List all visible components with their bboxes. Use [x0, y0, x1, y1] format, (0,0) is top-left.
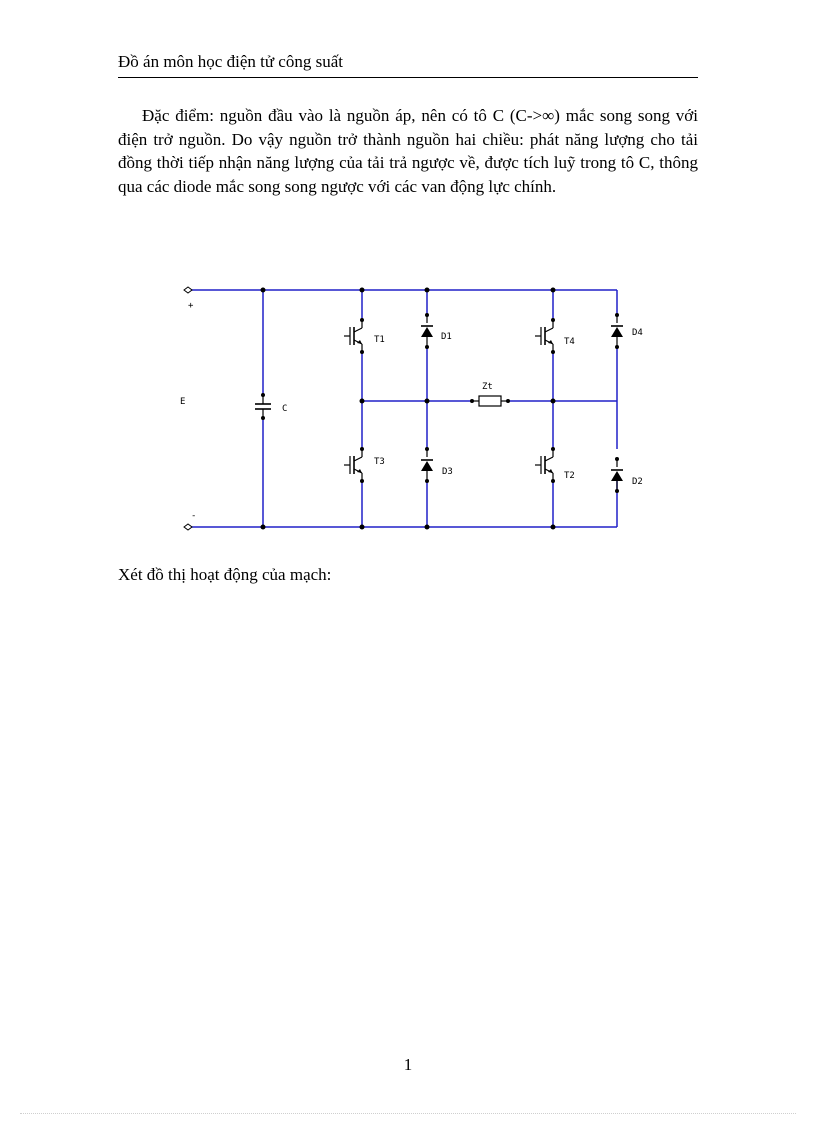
transistor-t3-symbol [344, 447, 364, 483]
minus-terminal-label: - [191, 511, 197, 521]
transistor-t4-symbol [535, 318, 555, 354]
diode-d2-symbol [611, 457, 623, 493]
page-number: 1 [403, 1055, 413, 1074]
transistor-t2-label: T2 [564, 471, 575, 481]
header-rule [118, 77, 698, 78]
load-resistor [470, 396, 510, 406]
transistor-t4-label: T4 [564, 337, 575, 347]
page-bottom-border [20, 1113, 796, 1114]
terminals [184, 287, 192, 530]
capacitor-label: C [282, 404, 288, 414]
capacitor-symbol [255, 393, 271, 420]
page-header-title: Đồ án môn học điện tử công suất [118, 52, 343, 71]
diode-d4-symbol [611, 313, 623, 349]
diode-d3-label: D3 [442, 467, 453, 477]
diode-d2-label: D2 [632, 477, 643, 487]
junction-dots [261, 288, 556, 530]
source-label: E [180, 397, 186, 407]
transistor-t1-symbol [344, 318, 364, 354]
load-label: Zt [482, 382, 493, 392]
plus-terminal-label: + [188, 301, 194, 311]
section-intro-text: Xét đồ thị hoạt động của mạch: [118, 565, 332, 584]
transistor-t3-label: T3 [374, 457, 385, 467]
diode-d4-label: D4 [632, 328, 643, 338]
transistor-t2-symbol [535, 447, 555, 483]
transistor-t1-label: T1 [374, 335, 385, 345]
body-paragraph: Đặc điểm: nguồn đầu vào là nguồn áp, nên có tô C (C->∞) mắc song song với điện trở nguồn. Do vậy nguồn trở thành nguồn hai chiều: phát năng lượng cho tải đồng thời tiếp nhận năng lượng của tải trả ngược về, được tích luỹ trong tô C, thông qua các diode mắc song song ngược với các van động lực chính. [118, 106, 698, 196]
diode-d1-symbol [421, 313, 433, 349]
diode-d3-symbol [421, 447, 433, 483]
inverter-circuit-diagram [170, 275, 643, 545]
diode-d1-label: D1 [441, 332, 452, 342]
